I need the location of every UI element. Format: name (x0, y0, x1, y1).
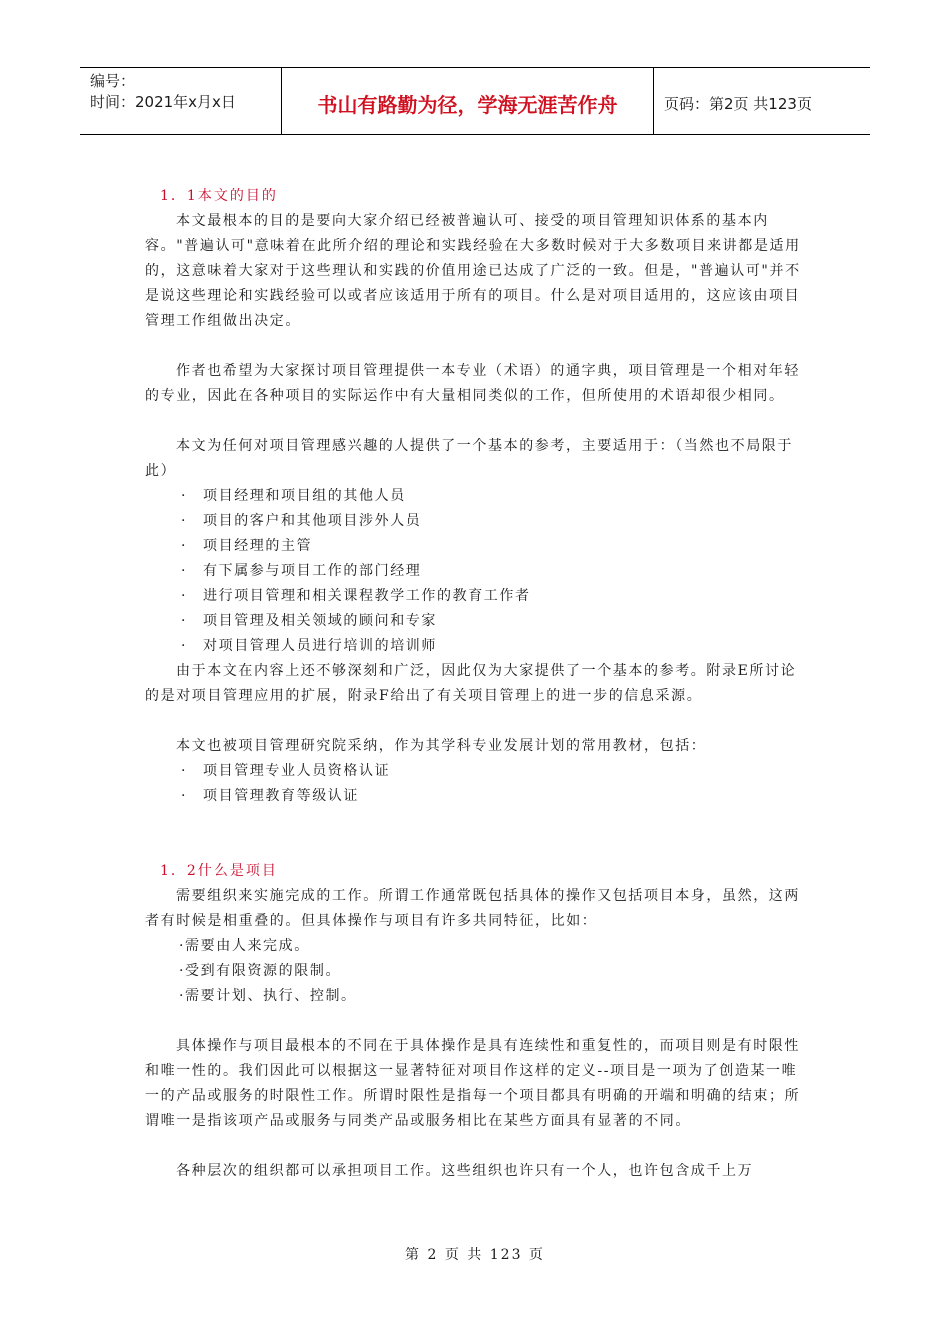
list-item: · 项目管理专业人员资格认证 (145, 759, 805, 784)
paragraph: 各种层次的组织都可以承担项目工作。这些组织也许只有一个人，也许包含成千上万 (176, 1163, 754, 1179)
paragraph: 作者也希望为大家探讨项目管理提供一本专业（术语）的通字典，项目管理是一个相对年轻的专业，因此在各种项目的实际运作中有大量相同类似的工作，但所使用的术语却很少相同。 (145, 363, 800, 404)
list-item: ·需要由人来完成。 (179, 938, 310, 954)
bullet-icon: · (181, 613, 188, 629)
list-item: · 对项目管理人员进行培训的培训师 (145, 634, 805, 659)
bullet-icon: · (181, 488, 188, 504)
list-item: ·需要计划、执行、控制。 (179, 988, 357, 1004)
document-number-label: 编号： (90, 72, 136, 90)
list-item: · 有下属参与项目工作的部门经理 (145, 559, 805, 584)
bullet-icon: · (181, 513, 188, 529)
section-heading-what-is-project: 1．2什么是项目 (160, 863, 278, 879)
paragraph: 本文为任何对项目管理感兴趣的人提供了一个基本的参考，主要适用于：（当然也不局限于此） (145, 438, 793, 479)
bullet-icon: · (181, 563, 188, 579)
list-item: · 项目经理的主管 (145, 534, 805, 559)
list-item: · 项目管理教育等级认证 (145, 784, 805, 809)
list-item: · 进行项目管理和相关课程教学工作的教育工作者 (145, 584, 805, 609)
list-item: ·受到有限资源的限制。 (179, 963, 342, 979)
list-item: · 项目管理及相关领域的顾问和专家 (145, 609, 805, 634)
header-page-label: 页码：第2页 共123页 (664, 94, 812, 113)
bullet-icon: · (181, 638, 188, 654)
bullet-icon: · (181, 763, 188, 779)
paragraph: 本文也被项目管理研究院采纳，作为其学科专业发展计划的常用教材，包括： (176, 738, 707, 754)
list-item: · 项目经理和项目组的其他人员 (145, 484, 805, 509)
page-header (80, 67, 870, 135)
bullet-icon: · (181, 788, 188, 804)
paragraph: 需要组织来实施完成的工作。所谓工作通常既包括具体的操作又包括项目本身，虽然，这两者有时候是相重叠的。但具体操作与项目有许多共同特征，比如： (145, 888, 800, 929)
bullet-icon: · (181, 588, 188, 604)
list-item: · 项目的客户和其他项目涉外人员 (145, 509, 805, 534)
document-date-label: 时间：2021年x月x日 (90, 93, 236, 111)
traits-list (145, 934, 805, 1009)
header-meta (80, 68, 282, 134)
document-body (145, 184, 805, 1184)
header-motto: 书山有路勤为径，学海无涯苦作舟 (282, 68, 654, 134)
page-footer: 第 2 页 共 123 页 (405, 1247, 545, 1263)
paragraph: 本文最根本的目的是要向大家介绍已经被普遍认可、接受的项目管理知识体系的基本内容。"普遍认可"意味着在此所介绍的理论和实践经验在大多数时候对于大多数项目来讲都是适用的，这意味着大家对于这些理认和实践的价值用途已达成了广泛的一致。但是，"普遍认可"并不是说这些理论和实践经验可以或者应该适用于所有的项目。什么是对项目适用的，这应该由项目管理工作组做出决定。 (145, 213, 801, 329)
paragraph: 具体操作与项目最根本的不同在于具体操作是具有连续性和重复性的，而项目则是有时限性和唯一性的。我们因此可以根据这一显著特征对项目作这样的定义--项目是一项为了创造某一唯一的产品或服务的时限性工作。所谓时限性是指每一个项目都具有明确的开端和明确的结束；所谓唯一是指该项产品或服务与同类产品或服务相比在某些方面具有显著的不同。 (145, 1038, 801, 1129)
adopted-list (145, 759, 805, 809)
section-heading-purpose: 1．1本文的目的 (160, 188, 278, 204)
audience-list (145, 484, 805, 659)
paragraph: 由于本文在内容上还不够深刻和广泛，因此仅为大家提供了一个基本的参考。附录E所讨论的是对项目管理应用的扩展，附录F给出了有关项目管理上的进一步的信息采源。 (145, 663, 797, 704)
bullet-icon: · (181, 538, 188, 554)
